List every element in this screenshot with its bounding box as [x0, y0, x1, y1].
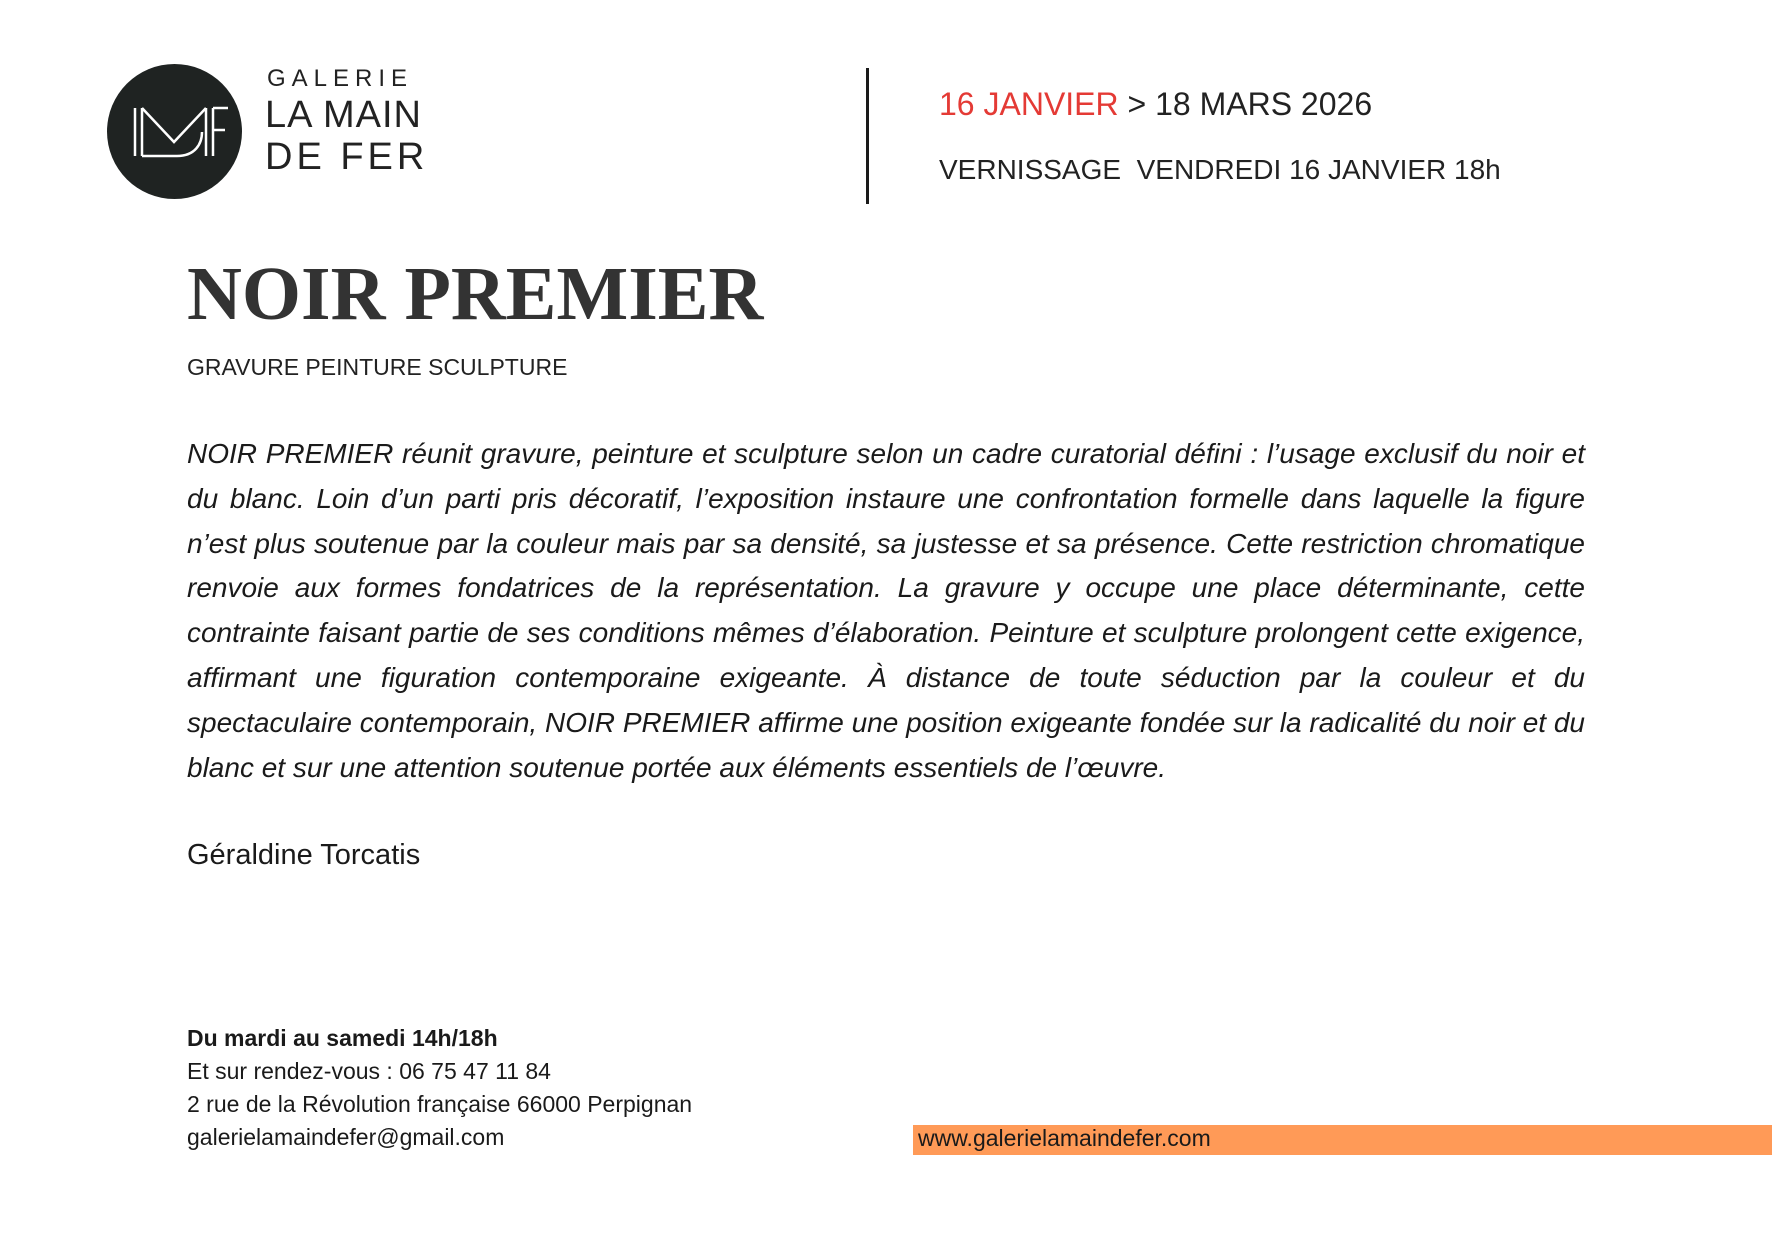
opening-hours: Du mardi au samedi 14h/18h	[187, 1025, 498, 1051]
gallery-contact-info	[187, 1022, 692, 1154]
author-name: Géraldine Torcatis	[187, 839, 421, 871]
header-divider	[866, 68, 869, 204]
exhibition-description: NOIR PREMIER réunit gravure, peinture et sculpture selon un cadre curatorial défini : l’usage exclusif du noir et du blanc. Loin d’un parti pris décoratif, l’exposition instaure une confrontation formelle dans laquelle la figure n’est plus soutenue par la couleur mais par sa densité, sa justesse et sa présence. Cette restriction chromatique renvoie aux formes fondatrices de la représentation. La gravure y occupe une place déterminante, cette contrainte faisant partie de ses conditions mêmes d’élaboration. Peinture et sculpture prolongent cette exigence, affirmant une figuration contemporaine exigeante. À distance de toute séduction par la couleur et du spectaculaire contemporain, NOIR PREMIER affirme une position exigeante fondée sur la radicalité du noir et du blanc et sur une attention soutenue portée aux éléments essentiels de l’œuvre.	[187, 438, 1585, 783]
exhibition-subtitle: GRAVURE PEINTURE SCULPTURE	[187, 354, 568, 380]
logo-line-galerie: GALERIE	[267, 65, 414, 92]
date-end: 18 MARS 2026	[1155, 86, 1373, 122]
logo-line-de-fer: DE FER	[265, 136, 429, 178]
gallery-website-link[interactable]: www.galerielamaindefer.com	[918, 1125, 1211, 1151]
logo-line-la-main: LA MAIN	[265, 94, 422, 136]
exhibition-title: NOIR PREMIER	[187, 252, 764, 336]
appointment-phone: Et sur rendez-vous : 06 75 47 11 84	[187, 1058, 551, 1084]
gallery-logo-text	[265, 64, 428, 178]
gallery-address: 2 rue de la Révolution française 66000 Perpignan	[187, 1091, 693, 1117]
date-start: 16 JANVIER	[939, 86, 1119, 122]
gallery-email[interactable]: galerielamaindefer@gmail.com	[187, 1124, 505, 1150]
logo-circle	[107, 64, 242, 199]
date-separator: >	[1118, 86, 1156, 122]
exhibition-dates	[939, 84, 1372, 124]
vernissage-info: VERNISSAGE VENDREDI 16 JANVIER 18h	[939, 154, 1501, 185]
mdf-monogram-icon	[107, 64, 242, 199]
